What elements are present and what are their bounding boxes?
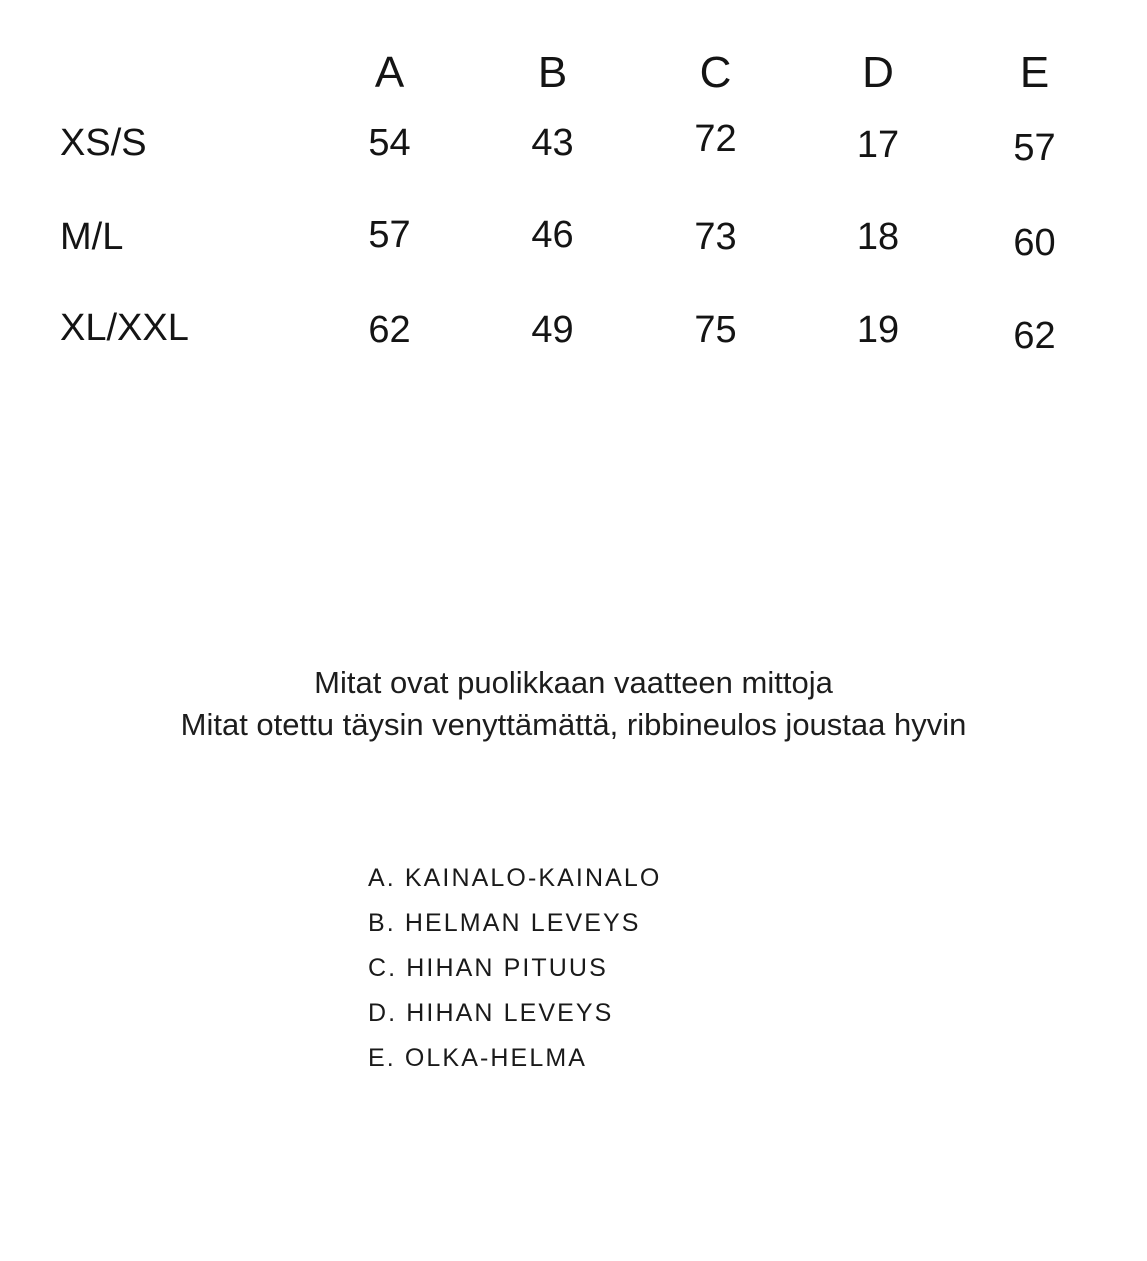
table-row (60, 283, 1110, 376)
cell-d (797, 190, 959, 283)
cell-e (959, 190, 1110, 283)
cell-d (797, 95, 959, 190)
cell-c (634, 190, 797, 283)
size-chart-table-container (0, 0, 1147, 376)
note-line-2: Mitat otettu täysin venyttämättä, ribbineulos joustaa hyvin (180, 707, 967, 742)
cell-value: 43 (531, 121, 574, 164)
cell-e (959, 283, 1110, 376)
cell-value: 57 (1013, 126, 1056, 169)
measurement-legend-list (368, 856, 661, 1081)
cell-a (308, 283, 471, 376)
column-header-e: E (1019, 48, 1050, 97)
cell-c (634, 95, 797, 190)
cell-value: 57 (368, 213, 411, 256)
cell-a (308, 190, 471, 283)
column-header-d: D (862, 48, 894, 97)
cell-value: 49 (531, 308, 574, 351)
cell-value: 54 (368, 121, 411, 164)
cell-value: 18 (856, 215, 900, 258)
cell-a (308, 95, 471, 190)
cell-c (634, 283, 797, 376)
column-header-b: B (537, 48, 568, 97)
size-chart-table (60, 0, 1110, 376)
measurement-notes (0, 662, 1147, 746)
row-label-size: M/L (60, 215, 124, 258)
cell-b (471, 190, 634, 283)
cell-value: 17 (856, 123, 900, 166)
legend-item-e: E. OLKA-HELMA (368, 1044, 588, 1072)
column-header-a: A (374, 48, 405, 97)
table-corner-cell (60, 0, 308, 95)
cell-value: 73 (694, 215, 737, 258)
cell-value: 19 (856, 308, 900, 351)
cell-value: 75 (694, 308, 737, 351)
cell-value: 60 (1013, 221, 1056, 264)
cell-value: 62 (368, 308, 411, 351)
note-line-1: Mitat ovat puolikkaan vaatteen mittoja (314, 665, 833, 700)
row-label-size: XL/XXL (60, 306, 189, 349)
cell-b (471, 95, 634, 190)
cell-value: 72 (694, 117, 737, 160)
legend-item-b: B. HELMAN LEVEYS (368, 909, 641, 937)
column-header-c: C (699, 48, 732, 97)
legend-item-d: D. HIHAN LEVEYS (368, 999, 614, 1027)
row-label-size: XS/S (60, 121, 147, 164)
legend-item-c: C. HIHAN PITUUS (368, 954, 608, 982)
cell-value: 46 (531, 213, 574, 256)
legend-item-a: A. KAINALO-KAINALO (368, 864, 662, 892)
cell-d (797, 283, 959, 376)
table-header-row (60, 0, 1110, 95)
cell-e (959, 95, 1110, 190)
table-row (60, 95, 1110, 190)
cell-b (471, 283, 634, 376)
cell-value: 62 (1013, 314, 1056, 357)
table-row (60, 190, 1110, 283)
